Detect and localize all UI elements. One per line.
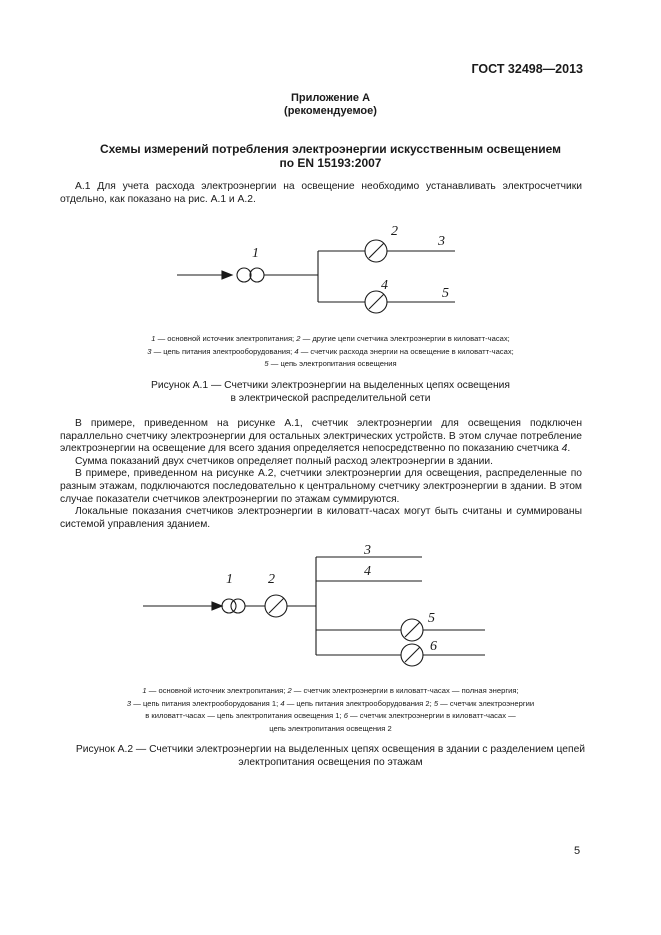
body-paragraph: Сумма показаний двух счетчиков определяет полный расход электроэнергии в здании. [75, 455, 493, 467]
meter-2-needle [369, 243, 384, 258]
figure-2-caption-line1: Рисунок А.2 — Счетчики электроэнергии на выделенных цепях освещения в здании с разделением цепей [75, 744, 586, 755]
fig2-label-3: 3 [364, 543, 371, 558]
appendix-heading [60, 92, 601, 118]
appendix-title: Приложение А [290, 92, 371, 104]
transformer-coil-left [237, 268, 251, 282]
fig1-label-1: 1 [252, 246, 259, 261]
paragraph-text: А.1 Для учета расхода электроэнергии на освещение необходимо устанавливать электросчетчики отдельно, как показано на рис. А.1 и А.2. [60, 181, 582, 205]
transformer-coil-right [231, 599, 245, 613]
figure-2-caption-line2: электропитания освещения по этажам [238, 757, 423, 768]
fig1-label-5: 5 [442, 286, 449, 301]
document-header: ГОСТ 32498—2013 [471, 62, 583, 76]
fig2-label-4: 4 [364, 564, 371, 579]
fig2-label-1: 1 [226, 572, 233, 587]
section-title-line2: по EN 15193:2007 [279, 156, 382, 170]
fig2-label-2: 2 [268, 572, 275, 587]
fig2-label-6: 6 [430, 639, 437, 654]
figure-1-diagram [0, 220, 661, 320]
figure-1-caption [60, 379, 601, 405]
appendix-note: (рекомендуемое) [284, 105, 377, 117]
section-title-line1: Схемы измерений потребления электроэнергии искусственным освещением [99, 142, 562, 156]
arrow-head-icon [222, 271, 232, 279]
transformer-coil-right [250, 268, 264, 282]
figure-1-caption-line2: в электрической распределительной сети [230, 393, 431, 404]
paragraph-a1 [60, 181, 582, 206]
body-paragraph: Локальные показания счетчиков электроэнергии в киловатт-часах могут быть считаны и суммированы системой управления зданием. [60, 506, 582, 530]
fig2-label-5: 5 [428, 611, 435, 626]
body-paragraph: В примере, приведенном на рисунке А.2, счетчики электроэнергии для освещения, распределенные по разным этажам, подключаются последовательно к центральному счетчику электроэнергии в здании. В этом случае показатели счетчиков электроэнергии по этажам суммируются. [60, 468, 582, 505]
meter-5-needle [405, 622, 420, 637]
figure-2-diagram [0, 540, 661, 675]
body-text [60, 418, 582, 531]
meter-4-needle [369, 294, 384, 309]
page-number: 5 [574, 845, 581, 857]
meter-6-needle [405, 647, 420, 662]
fig1-label-2: 2 [391, 224, 398, 239]
section-title [60, 142, 601, 170]
arrow-head-icon [212, 602, 222, 610]
figure-1-caption-line1: Рисунок А.1 — Счетчики электроэнергии на выделенных цепях освещения [150, 380, 511, 391]
fig1-label-4: 4 [381, 278, 388, 293]
figure-2-caption [60, 743, 601, 769]
figure-2-legend: 1 — основной источник электропитания; 2 — счетчик электроэнергии в киловатт-часах — полная энергия; 3 — цепь питания электрооборудования 1; 4 — цепь питания электрооборудования 2; 5 — счетчик электроэнергии в киловатт-часах — цепь электропитания освещения 1; 6 — счетчик электроэнергии в киловатт-часах — цепь электропитания освещения 2 [126, 686, 535, 733]
meter-2-needle [269, 598, 284, 613]
body-paragraph: В примере, приведенном на рисунке А.1, счетчик электроэнергии для освещения подключен параллельно счетчику электроэнергии для остальных электрических устройств. В этом случае потребление электроэнергии на освещение для всего здания определяется непосредственно по показанию счетчика 4. [60, 418, 582, 455]
figure-1-legend: 1 — основной источник электропитания; 2 — другие цепи счетчика электроэнергии в киловатт-часах; 3 — цепь питания электрооборудования; 4 — счетчик расхода энергии на освещение в киловатт-часах; 5 — цепь электропитания освещения [147, 334, 514, 369]
transformer-coil-left [222, 599, 236, 613]
fig1-label-3: 3 [438, 234, 445, 249]
